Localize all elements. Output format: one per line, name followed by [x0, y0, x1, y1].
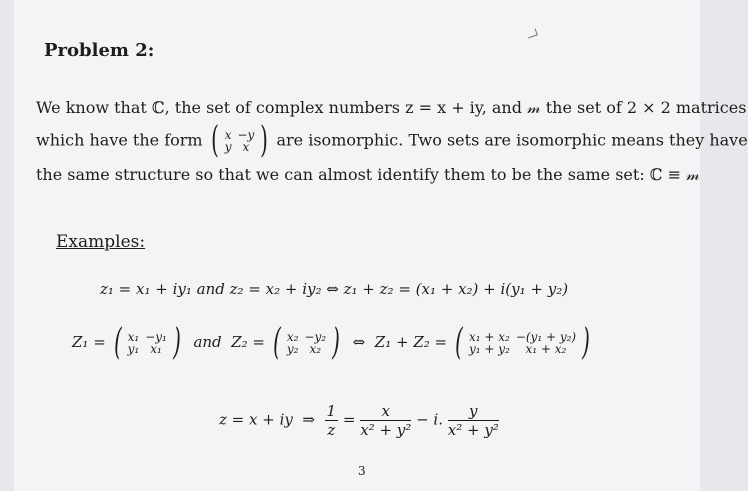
form-matrix: ( x −y y x ) [210, 120, 269, 161]
matrix-sum: ( x₁ + x₂ −(y₁ + y₂) y₁ + y₂ x₁ + x₂ ) [455, 322, 590, 363]
form-matrix-cell: x [224, 128, 232, 142]
problem-title: Problem 2: [44, 40, 155, 61]
page-number: 3 [358, 464, 366, 478]
matrix-cell: −y₂ [304, 330, 327, 344]
matrix-cell: y₁ + y₂ [468, 342, 510, 356]
fraction-one-over-z [325, 402, 339, 439]
matrix-cell: −(y₁ + y₂) [515, 330, 577, 344]
matrix-cell: x₁ [150, 342, 162, 356]
fraction-denominator: z [327, 421, 336, 439]
inverse-lhs: z = x + iy [219, 410, 293, 429]
paragraph-line-2-end: are isomorphic. Two sets are isomorphic means they have [276, 130, 748, 150]
matrix-cell: x₂ [309, 342, 322, 356]
equation-matrix-sum [72, 322, 593, 363]
equivalence-arrow: ⇔ [352, 333, 366, 351]
fraction-numerator: y [448, 402, 499, 421]
paragraph-line-1: We know that ℂ, the set of complex numbers z = x + iy, and 𝓂 the set of 2 × 2 matrices [36, 98, 747, 117]
paragraph-line-2 [36, 120, 748, 161]
matrix-cell: x₁ [127, 330, 140, 344]
fraction-denominator: x² + y² [360, 421, 412, 439]
matrix-cell: x₂ [286, 330, 299, 344]
equation-inverse [219, 402, 499, 439]
fraction-numerator: x [360, 402, 411, 421]
minus-i: − i. [416, 410, 443, 429]
paragraph-line-2-start: which have the form [36, 130, 203, 150]
matrix-z2-label: Z₂ = [231, 333, 265, 351]
paragraph-line-3: the same structure so that we can almost identify them to be the same set: ℂ ≡ 𝓂 [36, 165, 700, 184]
matrix-z1: ( x₁ −y₁ y₁ x₁ ) [113, 322, 181, 363]
matrix-z2: ( x₂ −y₂ y₂ x₂ ) [272, 322, 340, 363]
equation-complex-sum: z₁ = x₁ + iy₁ and z₂ = x₂ + iy₂ ⇔ z₁ + z₂ = (x₁ + x₂) + i(y₁ + y₂) [100, 280, 569, 298]
and-word: and [193, 333, 222, 351]
equals-sign: = [342, 410, 356, 429]
matrix-cell: y₂ [286, 342, 299, 356]
form-matrix-cell: x [242, 140, 250, 154]
matrix-cell: y₁ [127, 342, 140, 356]
fraction-imag-part [448, 402, 499, 439]
matrix-cell: x₁ + x₂ [468, 330, 510, 344]
matrix-cell: x₁ + x₂ [525, 342, 567, 356]
matrix-sum-label: Z₁ + Z₂ = [374, 333, 448, 351]
fraction-real-part [360, 402, 411, 439]
fraction-numerator: 1 [326, 402, 337, 420]
matrix-cell: −y₁ [145, 330, 167, 344]
form-matrix-cell: −y [237, 128, 255, 142]
pen-mark-icon [526, 29, 538, 39]
fraction-denominator: x² + y² [447, 421, 499, 439]
examples-heading: Examples: [56, 232, 146, 252]
form-matrix-cell: y [224, 140, 232, 154]
implies-arrow: ⇒ [302, 410, 315, 429]
matrix-z1-label: Z₁ = [72, 333, 106, 351]
document-page [14, 0, 748, 491]
